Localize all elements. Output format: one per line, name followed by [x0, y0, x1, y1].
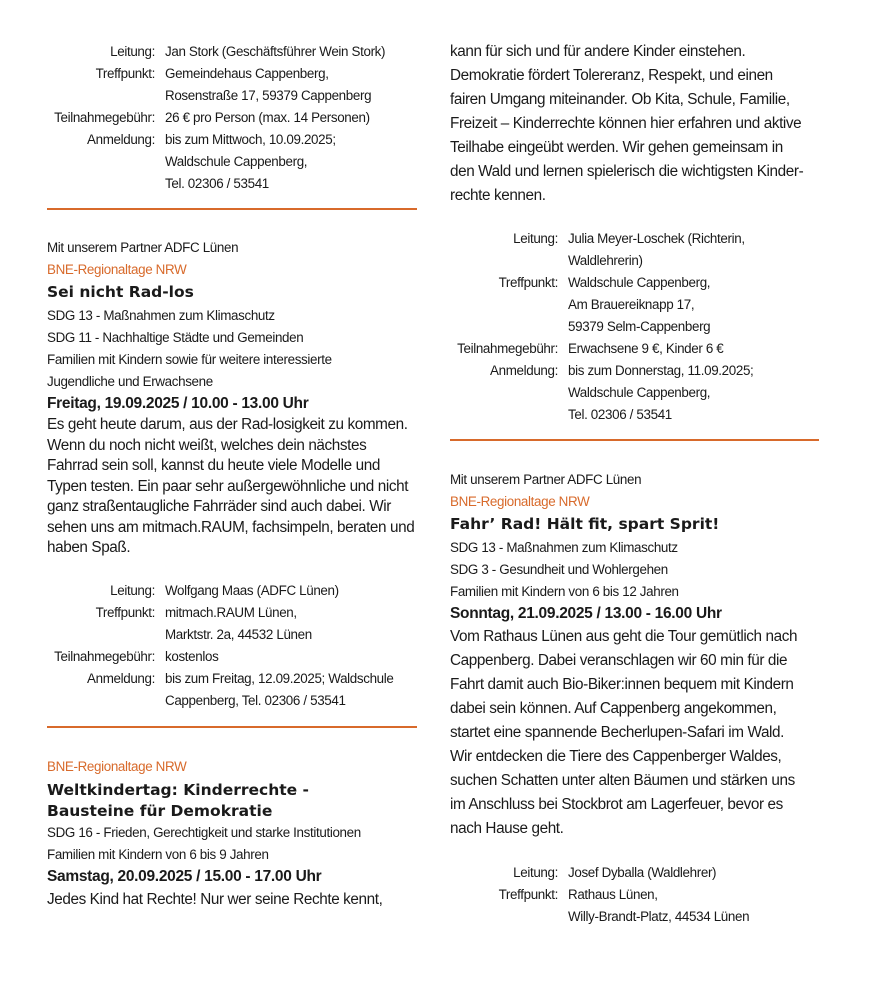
info-label [47, 151, 155, 173]
text-line: haben Spaß. [47, 539, 131, 556]
info-label: Anmeldung: [490, 363, 558, 378]
info-table-previous-event [47, 41, 419, 195]
text-line: Wir entdecken die Tiere des Cappenberger Waldes, [450, 748, 782, 765]
info-label: Leitung: [110, 44, 155, 59]
divider [47, 208, 417, 210]
info-value: Erwachsene 9 €, Kinder 6 € [568, 341, 724, 356]
text-line: Wenn du noch nicht weißt, welches dein nächstes [47, 436, 367, 454]
event-date: Freitag, 19.09.2025 / 10.00 - 13.00 Uhr [47, 395, 309, 412]
divider [450, 439, 819, 441]
info-value: Marktstr. 2a, 44532 Lünen [165, 627, 312, 642]
info-value: Gemeindehaus Cappenberg, [165, 66, 329, 81]
info-value: mitmach.RAUM Lünen, [165, 605, 297, 620]
text-line: Fahrt damit auch Bio-Biker:innen bequem mit Kindern [450, 676, 794, 693]
info-value: kostenlos [165, 649, 219, 664]
info-label [47, 690, 155, 712]
text-line: im Anschluss bei Stockbrot am Lagerfeuer, bevor es [450, 796, 783, 813]
event-date: Samstag, 20.09.2025 / 15.00 - 17.00 Uhr [47, 868, 322, 885]
sdg-line: SDG 11 - Nachhaltige Städte und Gemeinden [47, 330, 304, 345]
sdg-line: SDG 13 - Maßnahmen zum Klimaschutz [450, 540, 678, 555]
text-line: den Wald und lernen spielerisch die wichtigsten Kinder- [450, 163, 804, 180]
info-value: Wolfgang Maas (ADFC Lünen) [165, 583, 339, 598]
divider [47, 726, 417, 728]
info-value: bis zum Donnerstag, 11.09.2025; [568, 363, 754, 378]
info-label: Treffpunkt: [95, 66, 155, 81]
info-label [450, 294, 558, 316]
partner-line: Mit unserem Partner ADFC Lünen [47, 240, 239, 255]
event-description-start: Jedes Kind hat Rechte! Nur wer seine Rechte kennt, [47, 891, 383, 908]
text-line: sehen uns am mitmach.RAUM, fachsimpeln, beraten und [47, 518, 415, 536]
info-value: Waldschule Cappenberg, [165, 154, 308, 169]
info-value: Rosenstraße 17, 59379 Cappenberg [165, 88, 372, 103]
audience-line: Familien mit Kindern von 6 bis 12 Jahren [450, 584, 679, 599]
event-weltkindertag-continued [450, 40, 840, 208]
audience-line: Familien mit Kindern sowie für weitere interessierte [47, 352, 332, 367]
event-title: Sei nicht Rad-los [47, 283, 194, 301]
event-description [450, 40, 840, 208]
event-title-line: Bausteine für Demokratie [47, 802, 273, 820]
text-line: Typen testen. Ein paar sehr außergewöhnliche und nicht [47, 477, 409, 495]
event-date: Sonntag, 21.09.2025 / 13.00 - 16.00 Uhr [450, 605, 722, 622]
info-label: Anmeldung: [87, 132, 155, 147]
info-value: bis zum Freitag, 12.09.2025; Waldschule [165, 671, 394, 686]
series-label: BNE-Regionaltage NRW [47, 262, 187, 277]
info-label: Teilnahmegebühr: [457, 341, 558, 356]
info-label: Treffpunkt: [498, 887, 558, 902]
info-label: Teilnahmegebühr: [54, 649, 155, 664]
text-line: dabei sein können. Auf Cappenberg angekommen, [450, 700, 777, 717]
partner-line: Mit unserem Partner ADFC Lünen [450, 472, 642, 487]
info-value: Jan Stork (Geschäftsführer Wein Stork) [165, 44, 386, 59]
sdg-line: SDG 16 - Frieden, Gerechtigkeit und starke Institutionen [47, 825, 361, 840]
info-grid [47, 580, 427, 712]
event-description [47, 415, 427, 559]
text-line: kann für sich und für andere Kinder einstehen. [450, 43, 746, 60]
info-value: Rathaus Lünen, [568, 887, 658, 902]
info-value: Julia Meyer-Loschek (Richterin, [568, 231, 745, 246]
event-sei-nicht-rad-los [47, 237, 427, 559]
info-value: 59379 Selm-Cappenberg [568, 319, 711, 334]
sdg-line: SDG 3 - Gesundheit und Wohlergehen [450, 562, 668, 577]
text-line: fairen Umgang miteinander. Ob Kita, Schule, Familie, [450, 91, 790, 108]
info-grid [450, 862, 840, 928]
text-line: Teilhabe eingeübt werden. Wir gehen gemeinsam in [450, 139, 783, 156]
info-value: Waldschule Cappenberg, [568, 275, 711, 290]
info-grid [47, 41, 419, 195]
info-label: Leitung: [513, 231, 558, 246]
text-line: suchen Schatten unter alten Bäumen und stärken uns [450, 772, 795, 789]
info-label: Anmeldung: [87, 671, 155, 686]
event-description [450, 625, 840, 841]
info-label [450, 382, 558, 404]
text-line: nach Hause geht. [450, 820, 564, 837]
text-line: startet eine spannende Becherlupen-Safari im Wald. [450, 724, 785, 741]
text-line: Freizeit – Kinderrechte können hier erfahren und aktive [450, 115, 802, 132]
text-line: ganz straßentaugliche Fahrräder sind auch dabei. Wir [47, 498, 391, 515]
event-fahr-rad [450, 469, 840, 841]
audience-line: Familien mit Kindern von 6 bis 9 Jahren [47, 847, 269, 862]
text-line: Fahrrad sein soll, kannst du heute viele Modelle und [47, 457, 380, 474]
info-label [450, 316, 558, 338]
series-label: BNE-Regionaltage NRW [450, 494, 590, 509]
info-value: Am Brauereiknapp 17, [568, 297, 695, 312]
info-value: Waldlehrerin) [568, 253, 643, 268]
sdg-line: SDG 13 - Maßnahmen zum Klimaschutz [47, 308, 275, 323]
info-value: Waldschule Cappenberg, [568, 385, 711, 400]
info-value: Tel. 02306 / 53541 [165, 176, 269, 191]
event-title: Fahr’ Rad! Hält fit, spart Sprit! [450, 515, 720, 533]
text-line: Demokratie fördert Tolereranz, Respekt, und einen [450, 67, 773, 84]
info-label [47, 624, 155, 646]
info-label: Treffpunkt: [95, 605, 155, 620]
info-label [450, 250, 558, 272]
info-label [450, 906, 558, 928]
audience-line: Jugendliche und Erwachsene [47, 374, 213, 389]
info-value: bis zum Mittwoch, 10.09.2025; [165, 132, 336, 147]
text-line: Es geht heute darum, aus der Rad-losigkeit zu kommen. [47, 416, 408, 433]
info-value: Cappenberg, Tel. 02306 / 53541 [165, 693, 346, 708]
info-label: Leitung: [110, 583, 155, 598]
text-line: Cappenberg. Dabei veranschlagen wir 60 min für die [450, 652, 788, 669]
info-label: Treffpunkt: [498, 275, 558, 290]
info-table-event2 [450, 228, 840, 426]
info-label [47, 85, 155, 107]
info-value: Tel. 02306 / 53541 [568, 407, 672, 422]
info-table-event3 [450, 862, 840, 928]
info-label [47, 173, 155, 195]
series-label: BNE-Regionaltage NRW [47, 759, 187, 774]
info-table-event1 [47, 580, 427, 712]
event-weltkindertag [47, 756, 427, 912]
text-line: Vom Rathaus Lünen aus geht die Tour gemütlich nach [450, 628, 798, 645]
info-value: Josef Dyballa (Waldlehrer) [568, 865, 717, 880]
info-label [450, 404, 558, 426]
info-value: Willy-Brandt-Platz, 44534 Lünen [568, 909, 750, 924]
event-title-line: Weltkindertag: Kinderrechte - [47, 781, 309, 799]
info-label: Leitung: [513, 865, 558, 880]
text-line: rechte kennen. [450, 187, 546, 204]
info-value: 26 € pro Person (max. 14 Personen) [165, 110, 370, 125]
info-label: Teilnahmegebühr: [54, 110, 155, 125]
info-grid [450, 228, 840, 426]
